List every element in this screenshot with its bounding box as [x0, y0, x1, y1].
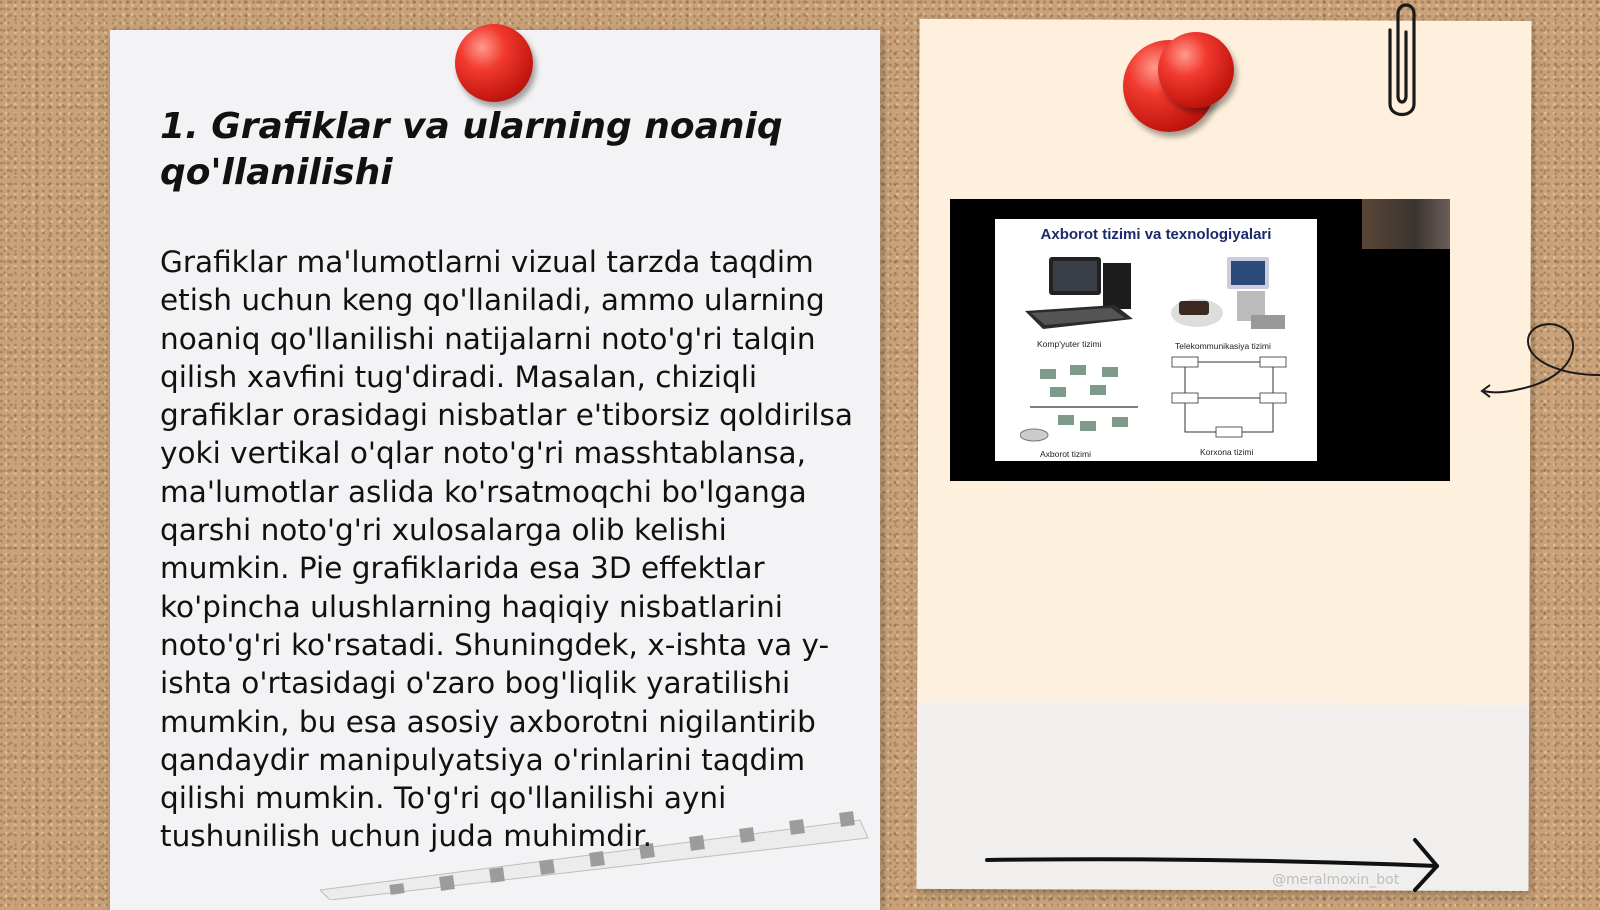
caption-telecom: Telekommunikasiya tizimi	[1175, 341, 1271, 351]
computer-icon	[1015, 253, 1145, 337]
webcam-thumbnail	[1362, 199, 1450, 249]
telecom-icon	[1167, 255, 1297, 337]
curl-arrow-icon	[1480, 315, 1600, 405]
network-icon	[1020, 359, 1150, 443]
video-frame[interactable]	[950, 199, 1450, 481]
page-title: 1. Grafiklar va ularning noaniq qo'llanilishi	[160, 106, 783, 193]
push-pin-icon	[1158, 32, 1234, 108]
body-paragraph: Grafiklar ma'lumotlarni vizual tarzda taqdim etish uchun keng qo'llaniladi, ammo ularning noaniq qo'llanilishi natijalarni noto'g'ri talqin qilish xavfini tug'diradi. Masalan, chiziqli grafiklar orasidagi nisbatlar e'tiborsiz qoldirilsa yoki vertikal o'qlar noto'g'ri masshtablansa, ma'lumotlar aslida ko'rsatmoqchi bo'lganga qarshi noto'g'ri xulosalarga olib kelishi mumkin. Pie grafiklarida esa 3D effektlar ko'pincha ulushlarning haqiqiy nisbatlarini noto'g'ri ko'rsatadi. Shuningdek, x-ishta va y-ishta o'rtasidagi o'zaro bog'liqlik yaratilishi mumkin, bu esa asosiy axborotni nigilantirib qandaydir manipulyatsiya o'rinlarini taqdim qilishi mumkin. To'g'ri qo'llanilishi ayni tushunilish uchun juda muhimdir.	[160, 245, 853, 854]
slide-title: Axborot tizimi va texnologiyalari	[1040, 226, 1272, 243]
push-pin-icon	[455, 24, 533, 102]
slide-image	[995, 219, 1317, 461]
watermark: @meralmoxin_bot	[1272, 872, 1400, 888]
caption-info: Axborot tizimi	[1040, 449, 1092, 459]
caption-enterprise: Korxona tizimi	[1200, 447, 1254, 457]
paper-clip-icon	[1378, 0, 1424, 126]
caption-computer: Komp'yuter tizimi	[1037, 339, 1102, 349]
enterprise-diagram	[1170, 355, 1300, 445]
